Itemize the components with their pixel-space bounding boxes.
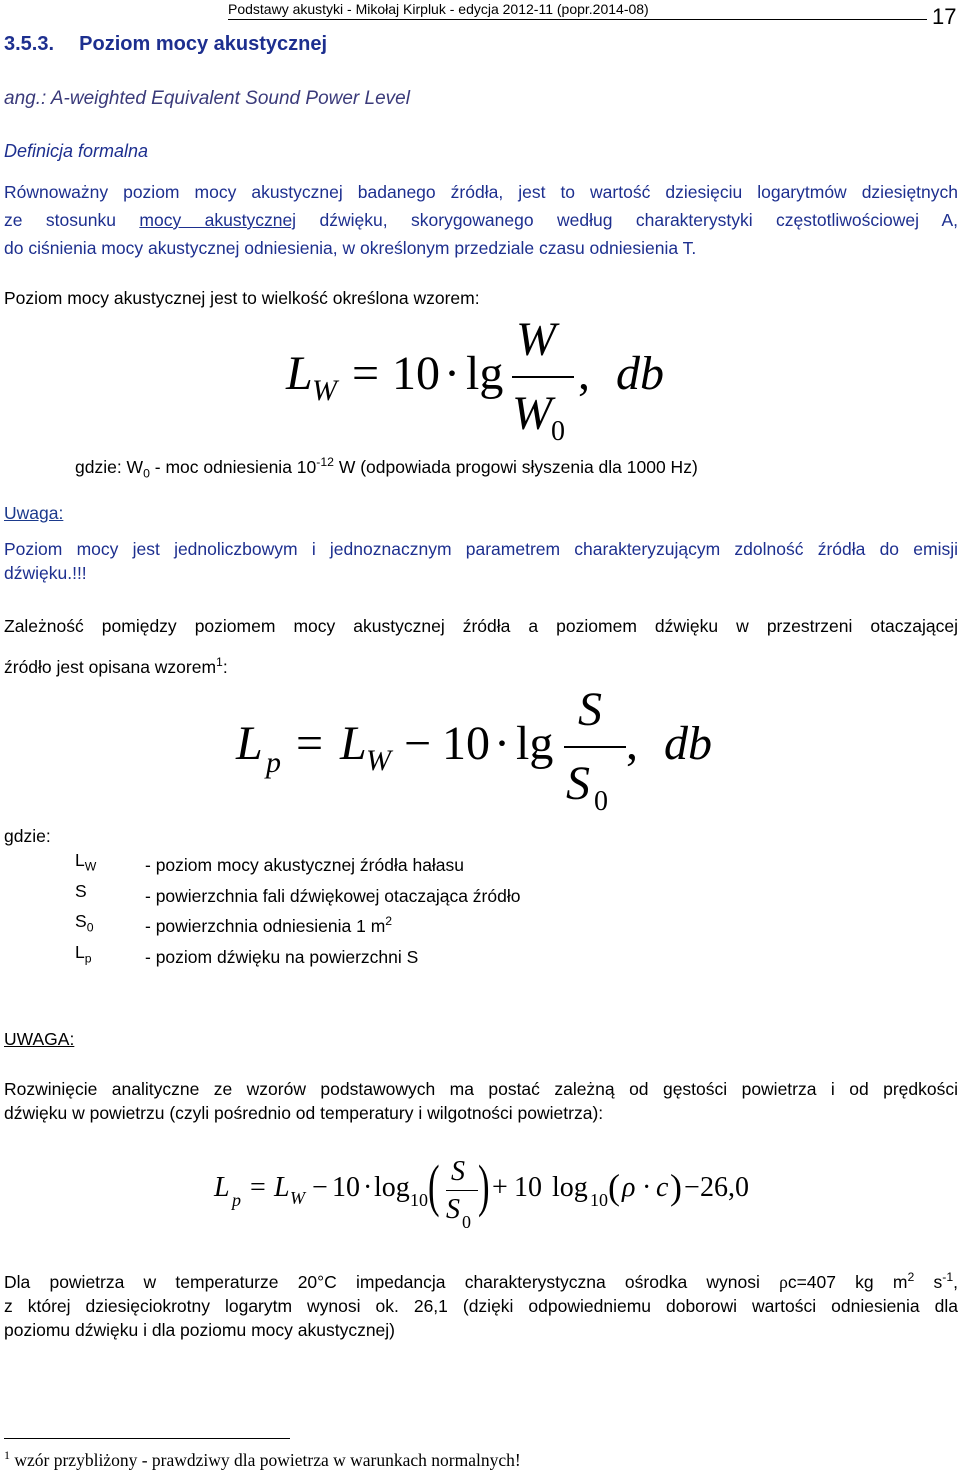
definition-row <box>75 909 520 940</box>
footnote <box>4 1448 521 1471</box>
definition-description: - poziom dźwięku na powierzchni S <box>145 946 419 967</box>
f3-log-2: log <box>552 1172 588 1203</box>
f3-paren-right: ) <box>478 1153 490 1218</box>
f3-log: log <box>374 1172 410 1203</box>
f3-minus: − <box>312 1172 328 1203</box>
header-rule <box>228 19 927 20</box>
expansion-line-1: Rozwinięcie analityczne ze wzorów podstawowych ma postać zależną od gęstości powietrza i od prędkości <box>4 1079 958 1099</box>
f1-coefficient: 10 <box>392 347 440 400</box>
f2-unit: db <box>664 717 712 770</box>
relation-paragraph <box>4 608 958 685</box>
f3-lhs-sub: p <box>232 1190 241 1210</box>
note-label: Uwaga: <box>4 503 64 523</box>
f3-constant: 26,0 <box>700 1172 749 1203</box>
definition-line-3: do ciśnienia mocy akustycznej odniesienia, w określonym przedziale czasu odniesienia T. <box>4 238 697 258</box>
f3-log-base: 10 <box>410 1190 428 1210</box>
f3-lw-sub: W <box>290 1188 305 1208</box>
definition-row <box>75 848 520 879</box>
footnote-mark: 1 <box>4 1448 10 1462</box>
f2-lhs-sub: p <box>266 746 281 779</box>
definition-line-1: Równoważny poziom mocy akustycznej badanego źródła, jest to wartość dziesięciu logarytmów dziesiętnych <box>4 182 958 202</box>
f2-lw-sub: W <box>366 744 391 777</box>
f3-numerator: S <box>451 1156 465 1187</box>
f3-coefficient: 10 <box>332 1172 360 1203</box>
f3-paren-left: ( <box>428 1153 440 1218</box>
f3-lhs: L <box>214 1172 230 1203</box>
f3-plus: + <box>492 1172 508 1203</box>
definition-symbol: $S_0$ <box>75 911 94 935</box>
english-prefix: ang.: <box>4 88 47 109</box>
f3-equals: = <box>250 1172 266 1203</box>
f2-minus: − <box>404 717 432 770</box>
f3-dot-2: · <box>642 1172 652 1203</box>
f2-lg: lg <box>516 717 554 770</box>
definition-row <box>75 879 520 910</box>
f3-dot: · <box>363 1172 373 1203</box>
f2-denominator: S <box>566 757 590 810</box>
f3-denominator-sub: 0 <box>462 1212 471 1232</box>
f3-c: c <box>656 1172 669 1203</box>
f1-denominator-sub: 0 <box>551 416 565 447</box>
f2-comma: , <box>626 717 638 770</box>
definition-heading: Definicja formalna <box>4 141 149 161</box>
warning-label: UWAGA: <box>4 1029 75 1049</box>
where2-label: gdzie: <box>4 826 51 846</box>
sound-power-link[interactable]: mocy akustycznej <box>139 210 297 230</box>
f1-numerator: W <box>516 313 556 366</box>
f3-paren2-left: ( <box>608 1167 620 1207</box>
symbol-definitions <box>75 848 520 970</box>
definition-description: - powierzchnia odniesienia 1 $m^2$ <box>145 914 393 936</box>
f2-fraction-bar <box>564 746 626 748</box>
expansion-line-2: dźwięku w powietrzu (czyli pośrednio od temperatury i wilgotności powietrza): <box>4 1103 604 1123</box>
f3-paren2-right: ) <box>670 1167 682 1207</box>
formula-intro: Poziom mocy akustycznej jest to wielkość określona wzorem: <box>4 288 480 308</box>
definition-description: - powierzchnia fali dźwiękowej otaczająca źródło <box>145 885 521 906</box>
f2-coefficient: 10 <box>442 717 490 770</box>
f2-lw: L <box>340 717 367 770</box>
f2-dot: · <box>494 717 510 770</box>
f1-unit: db <box>616 347 664 400</box>
note-line-1: Poziom mocy jest jednoliczbowym i jednoznacznym parametrem charakteryzującym zdolność źródła do emisji <box>4 539 958 559</box>
f1-lhs: L <box>286 347 313 400</box>
f2-numerator: S <box>578 683 602 736</box>
f3-coefficient-2: 10 <box>514 1172 542 1203</box>
air-line-2: z której dziesięciokrotny logarytm wynosi ok. 26,1 (dzięki odpowiedniemu doborowi wartości odniesienia dla <box>4 1295 958 1316</box>
f1-lg: lg <box>466 347 504 400</box>
note-paragraph <box>4 537 958 585</box>
definition-symbol: $L_p$ <box>75 941 92 965</box>
air-paragraph <box>4 1265 958 1342</box>
footnote-text: wzór przybliżony - prawdziwy dla powietrza w warunkach normalnych! <box>10 1449 521 1470</box>
f3-fraction-bar <box>446 1190 478 1191</box>
relation-line-1: Zależność pomiędzy poziomem mocy akustycznej źródła a poziomem dźwięku w przestrzeni otaczającej <box>4 616 958 636</box>
definition-symbol: S <box>75 880 87 901</box>
section-heading <box>4 33 327 56</box>
f1-fraction-bar <box>512 376 574 378</box>
definition-row <box>75 940 520 971</box>
expansion-paragraph <box>4 1077 958 1125</box>
f2-denominator-sub: 0 <box>594 786 608 817</box>
page-number: 17 <box>932 4 957 29</box>
definition-paragraph <box>4 178 958 262</box>
definition-symbol: $L_W$ <box>75 850 97 874</box>
f3-minus-2: − <box>684 1172 700 1203</box>
f3-rho: ρ <box>622 1172 636 1203</box>
definition-description: - poziom mocy akustycznej źródła hałasu <box>145 854 465 875</box>
formula-expanded <box>210 1150 770 1240</box>
section-title: Poziom mocy akustycznej <box>79 33 328 55</box>
section-number: 3.5.3. <box>4 33 55 55</box>
air-line-1: Dla powietrza w temperaturze 20°C impedancja charakterystyczna ośrodka wynosi ρc=407 kg $m^2$ $s^{-1}$, <box>4 1270 959 1292</box>
f1-denominator: W <box>512 387 552 440</box>
footnote-rule <box>4 1438 290 1439</box>
f1-equals: = <box>352 347 380 400</box>
definition-line-2: ze stosunku mocy akustycznej dźwięku, skorygowanego według charakterystyki częstotliwościowej A, <box>4 210 958 230</box>
formula1-explanation: gdzie: $W_0$ - moc odniesienia $10^{-12}$ W (odpowiada progowi słyszenia dla 1000 Hz) <box>75 455 698 481</box>
f2-equals: = <box>296 717 324 770</box>
formula-sound-power-level <box>280 313 700 448</box>
relation-line-2: źródło jest opisana wzorem$^1$: <box>4 655 228 677</box>
english-name <box>4 88 410 110</box>
note-line-2: dźwięku.!!! <box>4 563 87 583</box>
f2-lhs: L <box>236 717 263 770</box>
formula-sound-level <box>230 683 750 818</box>
english-text: A-weighted Equivalent Sound Power Level <box>50 88 410 109</box>
f3-denominator: S <box>446 1194 460 1225</box>
f1-comma: , <box>578 347 590 400</box>
f1-dot: · <box>444 347 460 400</box>
f3-lw: L <box>274 1172 290 1203</box>
f1-lhs-sub: W <box>312 374 337 407</box>
f3-log-2-base: 10 <box>590 1190 608 1210</box>
air-line-3: poziomu dźwięku i dla poziomu mocy akustycznej) <box>4 1319 395 1340</box>
running-header: Podstawy akustyki - Mikołaj Kirpluk - edycja 2012-11 (popr.2014-08) <box>228 1 649 17</box>
